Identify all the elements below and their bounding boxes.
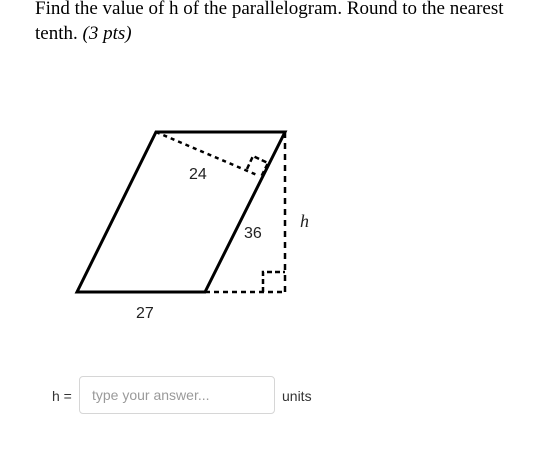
- answer-variable-label: h =: [52, 388, 72, 404]
- answer-input[interactable]: [79, 376, 275, 414]
- label-height-variable: h: [300, 211, 309, 231]
- question-text: [35, 0, 505, 46]
- question-prompt: Find the value of h of the parallelogram. Round to the nearest tenth.: [35, 0, 504, 44]
- label-side-length: 36: [244, 225, 262, 242]
- answer-row: [0, 376, 534, 416]
- answer-unit-label: units: [282, 388, 312, 404]
- right-angle-marker-bottom: [263, 272, 285, 292]
- label-base-length: 27: [136, 305, 154, 322]
- question-points: (3 pts): [82, 23, 132, 44]
- parallelogram-shape: [77, 132, 285, 292]
- parallelogram-figure: [60, 120, 340, 330]
- label-perpendicular-length: 24: [189, 166, 207, 183]
